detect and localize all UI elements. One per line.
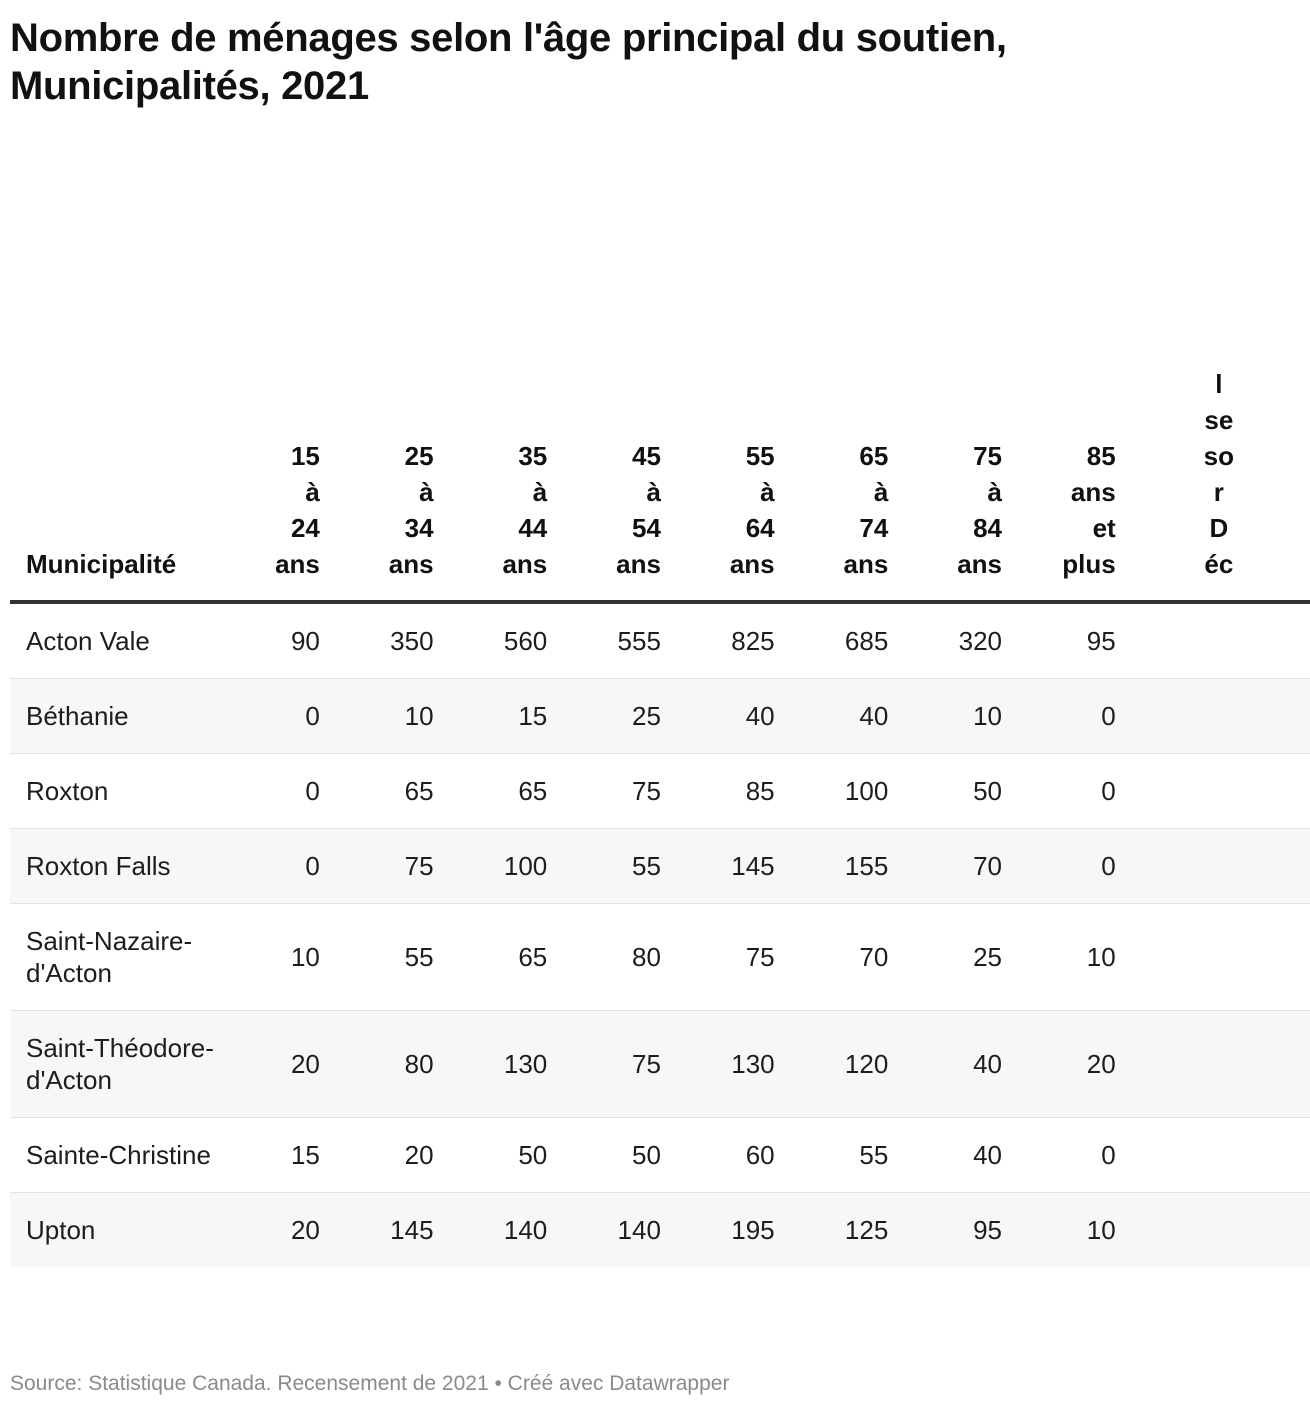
cell-value: 10: [900, 679, 1014, 754]
cell-value: 0: [1014, 679, 1128, 754]
cell-value: 350: [332, 602, 446, 679]
cell-value: 145: [673, 829, 787, 904]
cell-value: 555: [559, 602, 673, 679]
cell-value: 65: [446, 754, 560, 829]
column-header-55-64[interactable]: 55 à 64 ans: [673, 196, 787, 602]
cell-value: 65: [332, 754, 446, 829]
cell-value: 120: [787, 1011, 901, 1118]
cell-value: 25: [559, 679, 673, 754]
cell-value: 85: [673, 754, 787, 829]
cell-value: 25: [900, 904, 1014, 1011]
cell-municipalite: Saint-Nazaire-d'Acton: [10, 904, 218, 1011]
cell-value: 55: [787, 1118, 901, 1193]
cell-municipalite: Acton Vale: [10, 602, 218, 679]
cell-value: 0: [218, 754, 332, 829]
cell-value: 75: [559, 754, 673, 829]
data-table-container[interactable]: [10, 196, 1235, 1267]
cell-value: 75: [673, 904, 787, 1011]
cell-value: 130: [673, 1011, 787, 1118]
cell-municipalite: Sainte-Christine: [10, 1118, 218, 1193]
cell-value: 50: [900, 754, 1014, 829]
cell-value: 40: [900, 1118, 1014, 1193]
cell-value: 20: [218, 1193, 332, 1268]
cell-value: 40: [787, 679, 901, 754]
cell-cut-off: [1128, 904, 1310, 1011]
column-header-35-44[interactable]: 35 à 44 ans: [446, 196, 560, 602]
table-row: [10, 1011, 1310, 1118]
table-row: [10, 754, 1310, 829]
cell-value: 15: [218, 1118, 332, 1193]
table-row: [10, 602, 1310, 679]
cell-value: 155: [787, 829, 901, 904]
cell-value: 145: [332, 1193, 446, 1268]
cell-value: 125: [787, 1193, 901, 1268]
data-table: [10, 196, 1310, 1267]
cell-value: 70: [900, 829, 1014, 904]
cell-cut-off: [1128, 1193, 1310, 1268]
source-note: Source: Statistique Canada. Recensement de 2021 • Créé avec Datawrapper: [10, 1372, 730, 1395]
cell-value: 10: [1014, 1193, 1128, 1268]
cell-value: 685: [787, 602, 901, 679]
cell-value: 100: [446, 829, 560, 904]
cell-value: 320: [900, 602, 1014, 679]
cell-value: 75: [332, 829, 446, 904]
cell-cut-off: [1128, 829, 1310, 904]
cell-municipalite: Upton: [10, 1193, 218, 1268]
cell-value: 140: [559, 1193, 673, 1268]
cell-value: 140: [446, 1193, 560, 1268]
cell-value: 0: [1014, 1118, 1128, 1193]
cell-value: 560: [446, 602, 560, 679]
column-header-municipalite[interactable]: Municipalité: [10, 196, 218, 602]
cell-cut-off: [1128, 679, 1310, 754]
cell-value: 40: [900, 1011, 1014, 1118]
cell-value: 80: [559, 904, 673, 1011]
cell-value: 90: [218, 602, 332, 679]
cell-value: 0: [1014, 754, 1128, 829]
cell-value: 50: [559, 1118, 673, 1193]
cell-value: 65: [446, 904, 560, 1011]
cell-value: 60: [673, 1118, 787, 1193]
table-row: [10, 829, 1310, 904]
cell-value: 20: [332, 1118, 446, 1193]
cell-value: 130: [446, 1011, 560, 1118]
column-header-45-54[interactable]: 45 à 54 ans: [559, 196, 673, 602]
cell-value: 20: [1014, 1011, 1128, 1118]
cell-value: 55: [332, 904, 446, 1011]
cell-value: 100: [787, 754, 901, 829]
cell-municipalite: Roxton Falls: [10, 829, 218, 904]
cell-cut-off: [1128, 1011, 1310, 1118]
cell-value: 0: [218, 679, 332, 754]
table-row: [10, 1118, 1310, 1193]
cell-value: 15: [446, 679, 560, 754]
column-header-cut-off[interactable]: l se so r D éc: [1128, 196, 1310, 602]
column-header-25-34[interactable]: 25 à 34 ans: [332, 196, 446, 602]
chart-title: Nombre de ménages selon l'âge principal du soutien, Municipalités, 2021: [10, 16, 1007, 108]
cell-value: 80: [332, 1011, 446, 1118]
table-row: [10, 679, 1310, 754]
cell-value: 40: [673, 679, 787, 754]
cell-value: 195: [673, 1193, 787, 1268]
cell-cut-off: [1128, 1118, 1310, 1193]
cell-value: 95: [900, 1193, 1014, 1268]
table-header-row: [10, 196, 1310, 602]
cell-municipalite: Roxton: [10, 754, 218, 829]
cell-cut-off: [1128, 602, 1310, 679]
cell-cut-off: [1128, 754, 1310, 829]
table-row: [10, 904, 1310, 1011]
cell-value: 10: [218, 904, 332, 1011]
column-header-15-24[interactable]: 15 à 24 ans: [218, 196, 332, 602]
column-header-85-plus[interactable]: 85 ans et plus: [1014, 196, 1128, 602]
cell-value: 95: [1014, 602, 1128, 679]
table-body: [10, 602, 1310, 1267]
cell-value: 20: [218, 1011, 332, 1118]
table-row: [10, 1193, 1310, 1268]
column-header-65-74[interactable]: 65 à 74 ans: [787, 196, 901, 602]
cell-value: 70: [787, 904, 901, 1011]
cell-municipalite: Saint-Théodore-d'Acton: [10, 1011, 218, 1118]
cell-value: 50: [446, 1118, 560, 1193]
column-header-75-84[interactable]: 75 à 84 ans: [900, 196, 1014, 602]
cell-value: 825: [673, 602, 787, 679]
cell-value: 10: [332, 679, 446, 754]
cell-municipalite: Béthanie: [10, 679, 218, 754]
cell-value: 0: [1014, 829, 1128, 904]
cell-value: 55: [559, 829, 673, 904]
cell-value: 0: [218, 829, 332, 904]
cell-value: 75: [559, 1011, 673, 1118]
cell-value: 10: [1014, 904, 1128, 1011]
